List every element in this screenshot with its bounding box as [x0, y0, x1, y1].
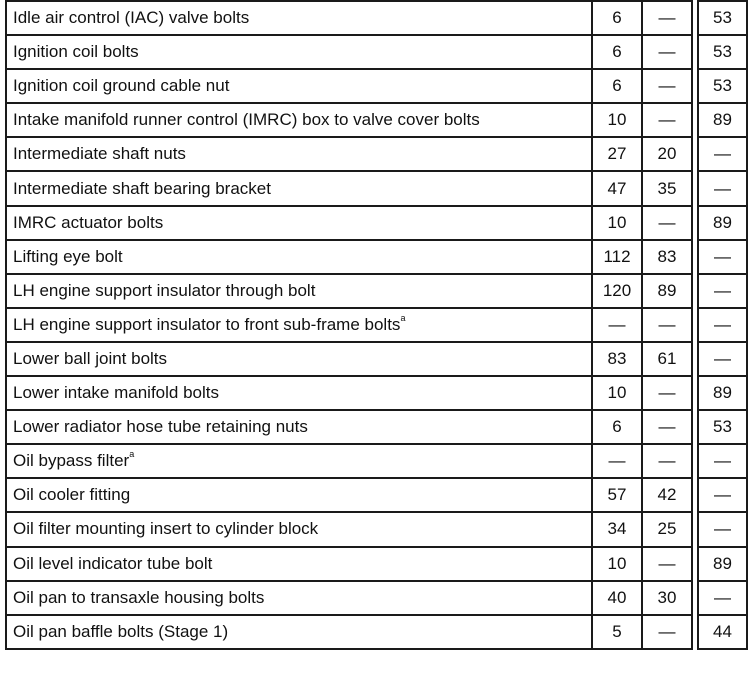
table-row — [6, 615, 747, 649]
lbin-value: — — [698, 444, 747, 478]
item-description-cell — [6, 35, 592, 69]
nm-value: 57 — [592, 478, 642, 512]
table-row — [6, 240, 747, 274]
lbft-value: — — [642, 615, 692, 649]
item-description: LH engine support insulator through bolt — [13, 280, 316, 300]
item-description-cell — [6, 103, 592, 137]
item-description: Oil pan to transaxle housing bolts — [13, 587, 265, 607]
nm-value: 10 — [592, 206, 642, 240]
table-row — [6, 35, 747, 69]
lbin-value: 89 — [698, 206, 747, 240]
table-row — [6, 206, 747, 240]
item-description: Intake manifold runner control (IMRC) box to valve cover bolts — [13, 110, 480, 130]
item-description: Oil cooler fitting — [13, 485, 131, 505]
lbft-value: 35 — [642, 171, 692, 205]
table-row — [6, 274, 747, 308]
item-description: Oil filter mounting insert to cylinder block — [13, 519, 319, 539]
lbft-value: — — [642, 1, 692, 35]
lbft-value: — — [642, 376, 692, 410]
nm-value: 6 — [592, 35, 642, 69]
lbin-value: 89 — [698, 376, 747, 410]
nm-value: 6 — [592, 69, 642, 103]
lbin-value: — — [698, 512, 747, 546]
item-description: Intermediate shaft nuts — [13, 144, 186, 164]
lbft-value: 83 — [642, 240, 692, 274]
item-description-cell — [6, 69, 592, 103]
item-description-cell — [6, 444, 592, 478]
item-description-cell — [6, 376, 592, 410]
table-row — [6, 547, 747, 581]
lbin-value: — — [698, 137, 747, 171]
item-description-cell — [6, 478, 592, 512]
item-description: Ignition coil bolts — [13, 42, 139, 62]
lbin-value: — — [698, 171, 747, 205]
item-description: Lifting eye bolt — [13, 246, 123, 266]
table-row — [6, 444, 747, 478]
footnote-marker: a — [129, 449, 135, 460]
lbft-value: — — [642, 547, 692, 581]
item-description-cell — [6, 410, 592, 444]
lbin-value: — — [698, 478, 747, 512]
table-row — [6, 376, 747, 410]
table-row — [6, 69, 747, 103]
item-description: Oil bypass filter — [13, 451, 130, 471]
nm-value: — — [592, 444, 642, 478]
item-description-cell — [6, 240, 592, 274]
nm-value: — — [592, 308, 642, 342]
lbft-value: 20 — [642, 137, 692, 171]
nm-value: 10 — [592, 547, 642, 581]
item-description-cell — [6, 342, 592, 376]
nm-value: 47 — [592, 171, 642, 205]
lbin-value: — — [698, 342, 747, 376]
item-description-cell — [6, 1, 592, 35]
lbft-value: — — [642, 35, 692, 69]
item-description: Oil pan baffle bolts (Stage 1) — [13, 621, 229, 641]
lbft-value: 25 — [642, 512, 692, 546]
table-row — [6, 410, 747, 444]
torque-spec-rows — [6, 1, 747, 649]
item-description: IMRC actuator bolts — [13, 212, 164, 232]
lbin-value: — — [698, 581, 747, 615]
lbft-value: 42 — [642, 478, 692, 512]
item-description: Ignition coil ground cable nut — [13, 76, 230, 96]
lbft-value: 89 — [642, 274, 692, 308]
item-description: Lower intake manifold bolts — [13, 383, 220, 403]
item-description-cell — [6, 512, 592, 546]
nm-value: 6 — [592, 410, 642, 444]
table-row — [6, 342, 747, 376]
lbft-value: — — [642, 206, 692, 240]
nm-value: 5 — [592, 615, 642, 649]
item-description-cell — [6, 171, 592, 205]
nm-value: 34 — [592, 512, 642, 546]
table-row — [6, 137, 747, 171]
nm-value: 120 — [592, 274, 642, 308]
table-row — [6, 171, 747, 205]
footnote-marker: a — [400, 312, 406, 323]
item-description-cell — [6, 206, 592, 240]
item-description: Idle air control (IAC) valve bolts — [13, 8, 250, 28]
table-row — [6, 478, 747, 512]
lbin-value: — — [698, 240, 747, 274]
nm-value: 112 — [592, 240, 642, 274]
lbft-value: — — [642, 410, 692, 444]
nm-value: 10 — [592, 376, 642, 410]
table-row — [6, 308, 747, 342]
item-description-cell — [6, 615, 592, 649]
lbin-value: 89 — [698, 103, 747, 137]
item-description: Lower radiator hose tube retaining nuts — [13, 417, 308, 437]
item-description: Lower ball joint bolts — [13, 348, 168, 368]
item-description-cell — [6, 547, 592, 581]
lbin-value: — — [698, 274, 747, 308]
item-description-cell — [6, 581, 592, 615]
lbft-value: 61 — [642, 342, 692, 376]
lbft-value: 30 — [642, 581, 692, 615]
lbin-value: — — [698, 308, 747, 342]
lbft-value: — — [642, 444, 692, 478]
nm-value: 83 — [592, 342, 642, 376]
nm-value: 10 — [592, 103, 642, 137]
lbft-value: — — [642, 308, 692, 342]
table-row — [6, 103, 747, 137]
lbin-value: 89 — [698, 547, 747, 581]
lbin-value: 53 — [698, 1, 747, 35]
item-description-cell — [6, 308, 592, 342]
nm-value: 6 — [592, 1, 642, 35]
lbin-value: 44 — [698, 615, 747, 649]
lbin-value: 53 — [698, 69, 747, 103]
item-description: Intermediate shaft bearing bracket — [13, 178, 271, 198]
item-description-cell — [6, 274, 592, 308]
nm-value: 27 — [592, 137, 642, 171]
item-description: LH engine support insulator to front sub-frame bolts — [13, 314, 401, 334]
item-description: Oil level indicator tube bolt — [13, 553, 213, 573]
table-row — [6, 512, 747, 546]
item-description-cell — [6, 137, 592, 171]
torque-spec-table — [5, 0, 748, 650]
lbft-value: — — [642, 69, 692, 103]
table-row — [6, 581, 747, 615]
lbin-value: 53 — [698, 35, 747, 69]
nm-value: 40 — [592, 581, 642, 615]
table-row — [6, 1, 747, 35]
lbin-value: 53 — [698, 410, 747, 444]
lbft-value: — — [642, 103, 692, 137]
